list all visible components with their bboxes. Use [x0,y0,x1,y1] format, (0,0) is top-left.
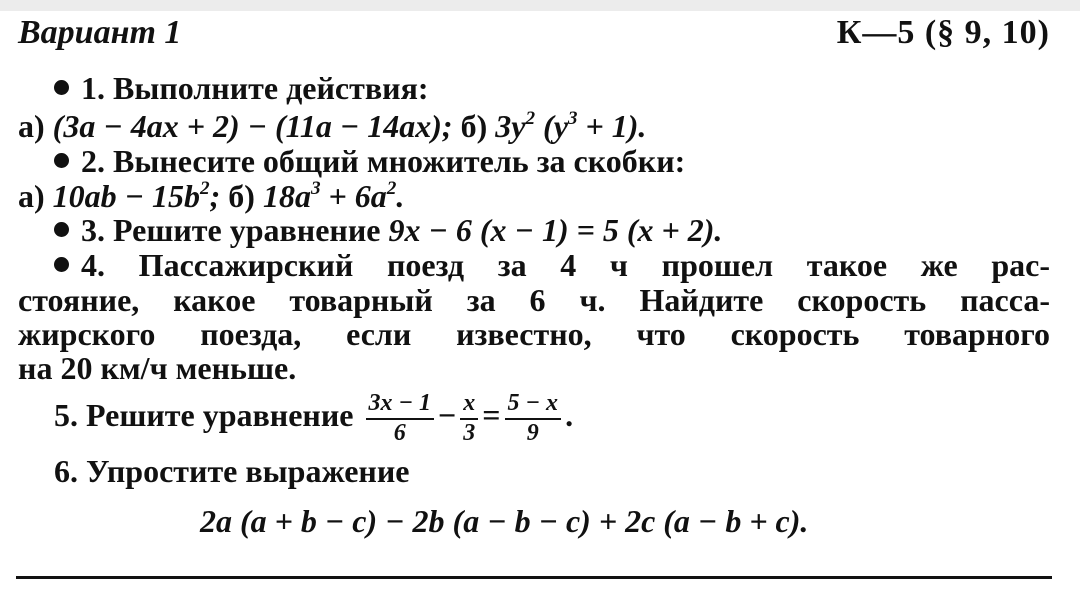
top-border [0,0,1080,11]
equation: 9x − 6 (x − 1) = 5 (x + 2). [388,212,723,248]
task-4-line-2: стояние, какое товарный за 6 ч. Найдите скорость пасса- [18,282,1050,318]
task-3 [54,214,722,246]
expression: $10ab - 15b^2$; [52,178,221,214]
operator: = [482,396,501,433]
task-instruction: Выполните действия: [113,70,429,106]
task-6-expression: 2a (a + b − c) − 2b (a − b − c) + 2c (a − b + c). [200,503,809,539]
fraction-3: $\frac{5 - x}{9}$ [505,390,562,447]
task-number: 5. [54,396,78,433]
expression: $18a^3 + 6a^2$. [262,178,405,214]
expression: $3y^2$ $(y^3 + 1)$. [495,108,647,144]
task-4-line-4: на 20 км/ч меньше. [18,350,297,386]
task-instruction: Вынесите общий множитель за скобки: [113,143,686,179]
task-number: 4. [81,247,105,283]
task-number: 2. [81,143,105,179]
task-1-expressions [18,110,646,142]
fraction-2: $\frac{x}{3}$ [460,390,478,447]
part-label: а) [18,108,45,144]
task-4-line-3: жирского поезда, если известно, что скорость товарного [18,316,1050,352]
task-number: 3. [81,212,105,248]
part-label: а) [18,178,45,214]
task-instruction: Решите уравнение [86,396,354,433]
task-1-heading [54,72,429,104]
period: . [565,396,574,433]
bullet-icon [54,80,69,95]
task-instruction: Решите уравнение [113,212,381,248]
task-5 [54,390,573,447]
task-instruction: Упростите выражение [86,453,410,489]
task-number: 1. [81,70,105,106]
bottom-rule [16,576,1052,579]
part-label: б) [228,178,255,214]
task-2-expressions [18,180,404,212]
part-label: б) [460,108,488,144]
task-text: Пассажирский поезд за 4 ч прошел такое же рас- [138,247,1051,283]
fraction-1: $\frac{3x - 1}{6}$ [366,390,435,447]
task-6-heading [54,455,410,487]
bullet-icon [54,222,69,237]
bullet-icon [54,153,69,168]
task-4-line-1 [54,249,1050,281]
test-code: К—5 (§ 9, 10) [836,14,1050,51]
variant-title: Вариант 1 [18,14,182,51]
task-2-heading [54,145,685,177]
expression: (3a − 4ax + 2) − (11a − 14ax); [52,108,453,144]
task-number: 6. [54,453,78,489]
bullet-icon [54,257,69,272]
operator: − [438,396,457,433]
